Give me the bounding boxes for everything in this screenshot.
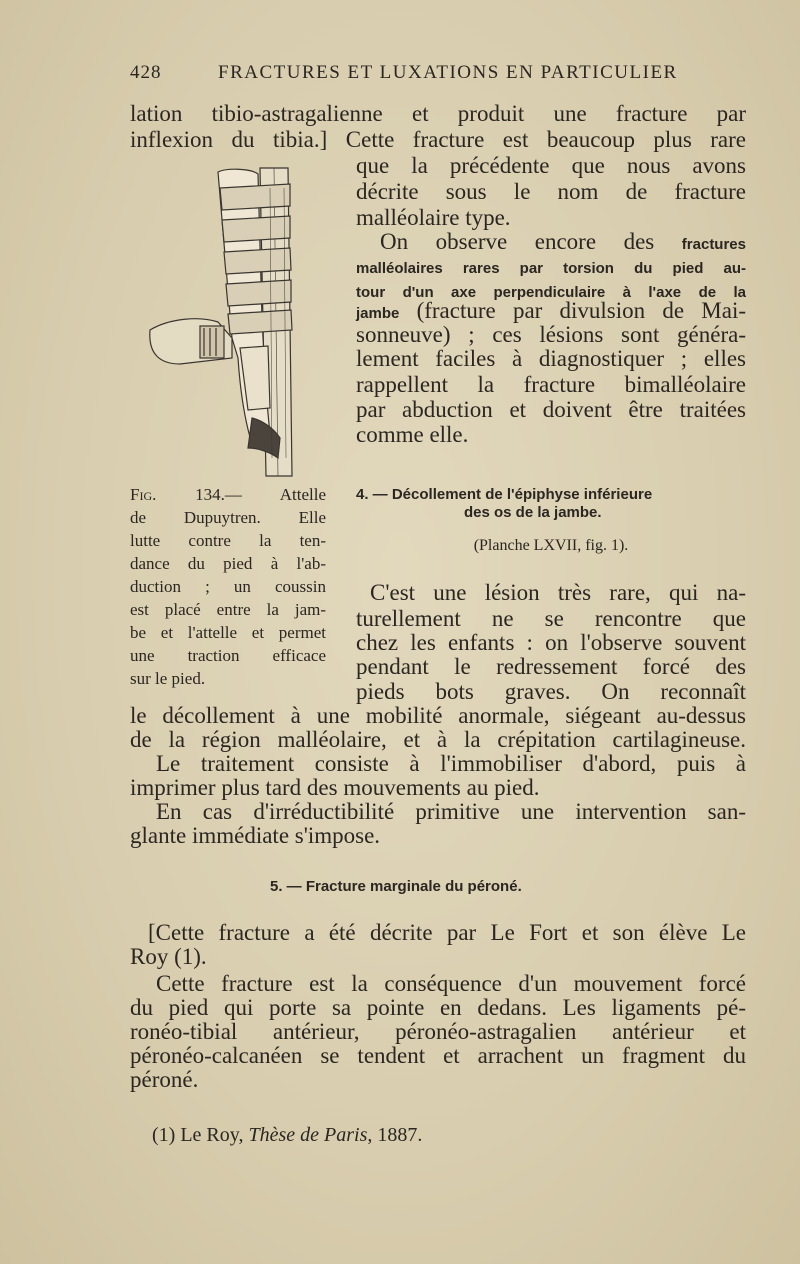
figure-caption-line: be et l'attelle et permet (130, 623, 326, 642)
figure-caption-line: sur le pied. (130, 669, 206, 688)
text-line: lation tibio-astragalienne et produit une fracture par (130, 101, 746, 126)
text-line: glante immédiate s'impose. (130, 823, 381, 848)
section-heading: 5. — Fracture marginale du péroné. (270, 878, 522, 895)
text-line: malléolaire type. (356, 205, 511, 230)
text-line: pieds bots graves. On reconnaît (356, 679, 746, 704)
text-line: décrite sous le nom de fracture (356, 179, 746, 204)
text-line: péronéo-calcanéen se tendent et arrachent un fragment du (130, 1043, 746, 1068)
splint-illustration (140, 158, 320, 480)
text-line: On observe encore des fractures (380, 229, 746, 254)
text-line: comme elle. (356, 422, 469, 447)
footnote: (1) Le Roy, Thèse de Paris, 1887. (152, 1124, 423, 1146)
figure-caption-line: Fig. 134.— Attelle (130, 485, 326, 504)
running-header (130, 62, 750, 90)
text-line: péroné. (130, 1067, 199, 1092)
text-line: ronéo-tibial antérieur, péronéo-astragalien antérieur et (130, 1019, 746, 1044)
text-line: sonneuve) ; ces lésions sont généra- (356, 322, 746, 347)
text-line: imprimer plus tard des mouvements au pied. (130, 775, 540, 800)
plate-reference: (Planche LXVII, fig. 1). (473, 537, 629, 554)
text-line: [Cette fracture a été décrite par Le Fort et son élève Le (148, 920, 746, 945)
text-line: En cas d'irréductibilité primitive une intervention san- (156, 799, 746, 824)
text-line: de la région malléolaire, et à la crépitation cartilagineuse. (130, 727, 746, 752)
text-line: du pied qui porte sa pointe en dedans. Les ligaments pé- (130, 995, 746, 1020)
figure-label: Fig. 134. (130, 485, 225, 504)
text-line: que la précédente que nous avons (356, 153, 746, 178)
figure-caption-line: est placé entre la jam- (130, 600, 326, 619)
text-line: pendant le redressement forcé des (356, 654, 746, 679)
text-line: C'est une lésion très rare, qui na- (370, 580, 746, 605)
text-line: Cette fracture est la conséquence d'un mouvement forcé (156, 971, 746, 996)
text-line: lement faciles à diagnostiquer ; elles (356, 346, 746, 371)
text-line: tour d'un axe perpendiculaire à l'axe de la (356, 284, 746, 301)
page-number: 428 (130, 62, 162, 83)
text-line: par abduction et doivent être traitées (356, 397, 746, 422)
figure-caption-line: duction ; un coussin (130, 577, 326, 596)
figure-caption-line: lutte contre la ten- (130, 531, 326, 550)
figure-caption-line: une traction efficace (130, 646, 326, 665)
figure-caption-line: de Dupuytren. Elle (130, 508, 326, 527)
text-line: le décollement à une mobilité anormale, siégeant au-dessus (130, 703, 746, 728)
text-line: turellement ne se rencontre que (356, 606, 746, 631)
running-title: FRACTURES ET LUXATIONS EN PARTICULIER (218, 62, 678, 83)
figure-caption-line: dance du pied à l'ab- (130, 554, 326, 573)
text-line: Le traitement consiste à l'immobiliser d'abord, puis à (156, 751, 746, 776)
text-line: chez les enfants : on l'observe souvent (356, 630, 746, 655)
text-line: Roy (1). (130, 944, 207, 969)
section-heading: des os de la jambe. (464, 504, 602, 521)
section-heading: 4. — Décollement de l'épiphyse inférieure (356, 486, 653, 503)
text-line: malléolaires rares par torsion du pied au- (356, 260, 746, 277)
text-line: jambe (fracture par divulsion de Mai- (356, 298, 746, 323)
text-line: rappellent la fracture bimalléolaire (356, 372, 746, 397)
text-line: inflexion du tibia.] Cette fracture est beaucoup plus rare (130, 127, 746, 152)
